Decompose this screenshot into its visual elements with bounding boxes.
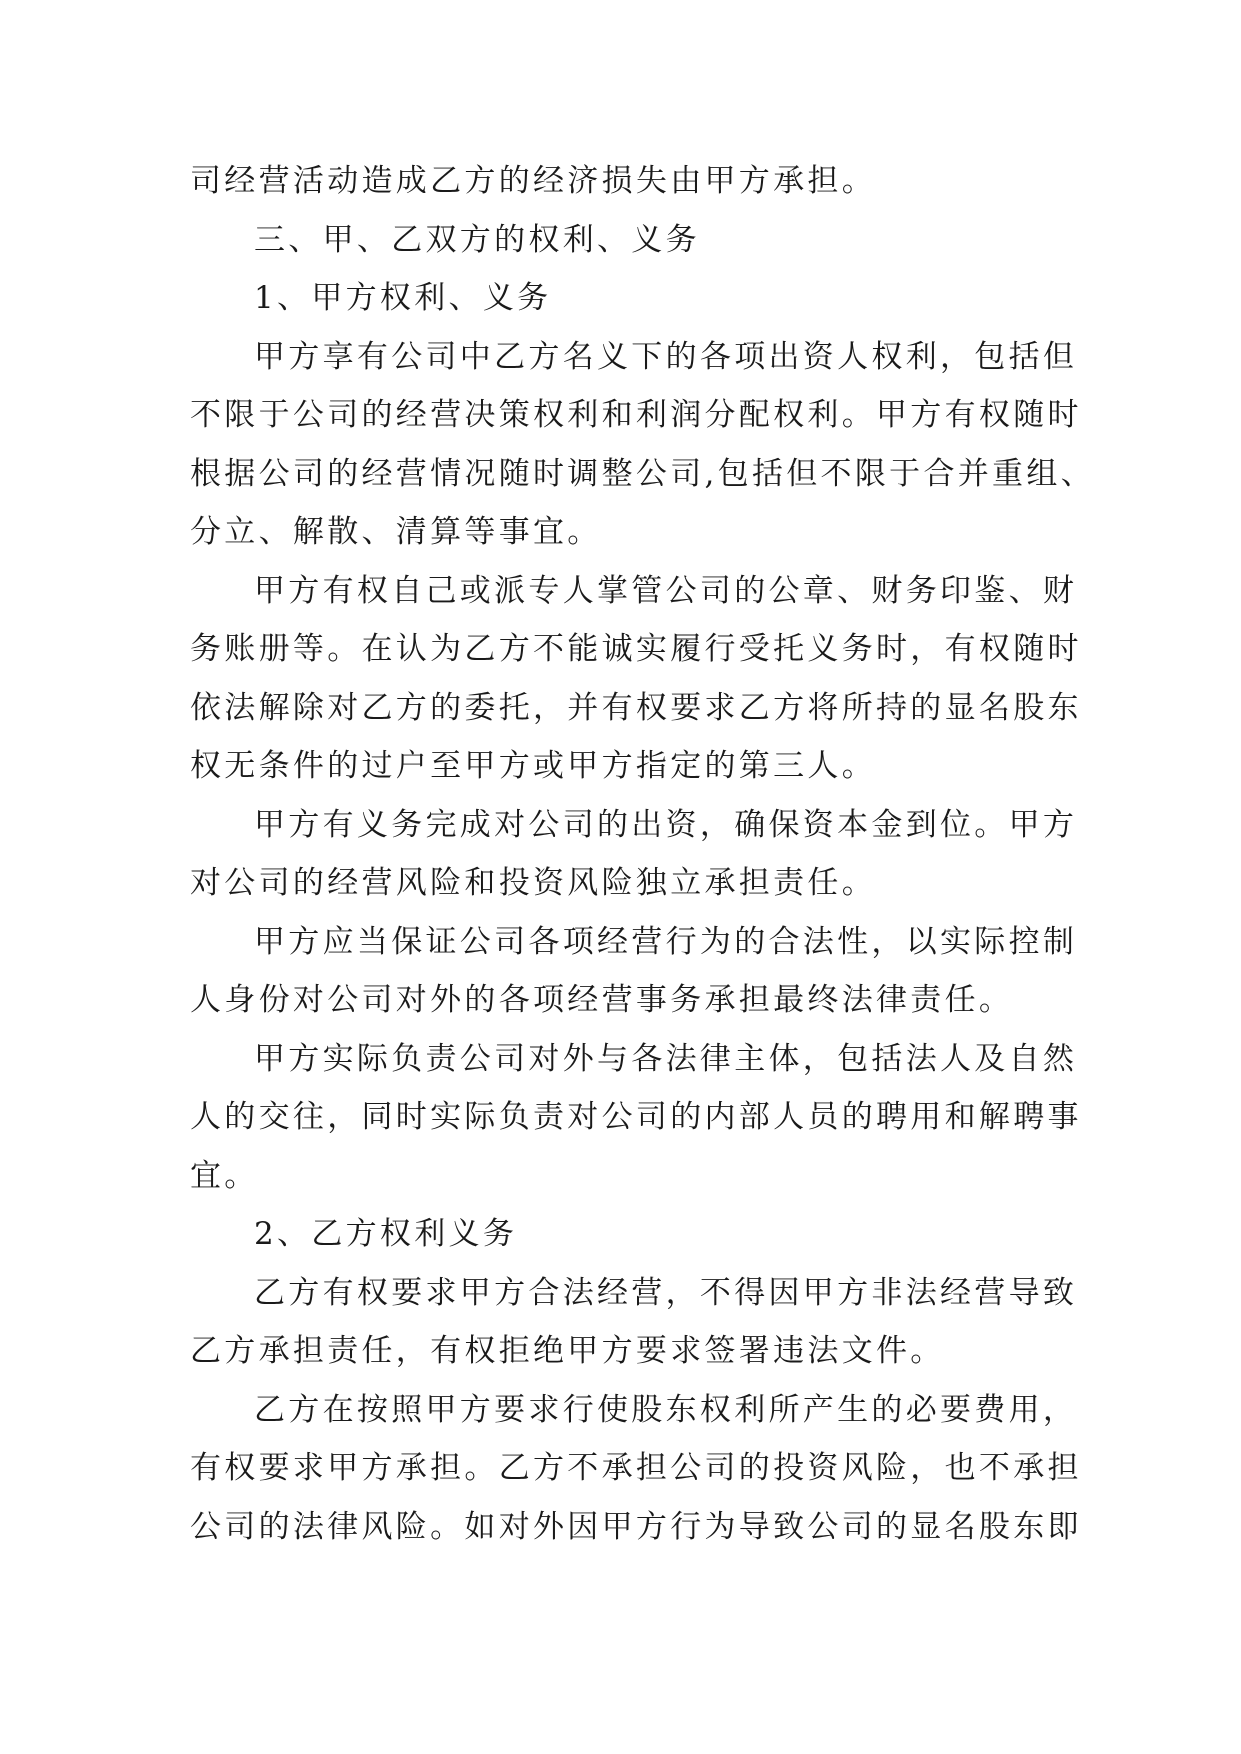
text-line: 甲方有权自己或派专人掌管公司的公章、财务印鉴、财 [254, 572, 1078, 609]
text-line: 有权要求甲方承担。乙方不承担公司的投资风险，也不承担 [190, 1450, 1082, 1486]
text-line: 1、甲方权利、义务 [254, 280, 552, 316]
text-line: 三、甲、乙双方的权利、义务 [254, 221, 700, 258]
text-line: 公司的法律风险。如对外因甲方行为导致公司的显名股东即 [190, 1508, 1082, 1545]
text-line: 2、乙方权利义务 [254, 1216, 518, 1252]
text-line: 根据公司的经营情况随时调整公司,包括但不限于合并重组、 [190, 455, 1095, 492]
text-line: 乙方承担责任，有权拒绝甲方要求签署违法文件。 [190, 1333, 945, 1369]
text-line: 甲方实际负责公司对外与各法律主体，包括法人及自然 [254, 1040, 1078, 1077]
text-line: 甲方应当保证公司各项经营行为的合法性，以实际控制 [254, 923, 1078, 960]
text-line: 不限于公司的经营决策权利和利润分配权利。甲方有权随时 [190, 397, 1082, 433]
text-line: 宜。 [190, 1157, 259, 1194]
text-line: 甲方享有公司中乙方名义下的各项出资人权利，包括但 [254, 338, 1078, 375]
text-line: 司经营活动造成乙方的经济损失由甲方承担。 [190, 163, 876, 199]
text-line: 依法解除对乙方的委托，并有权要求乙方将所持的显名股东 [190, 689, 1082, 726]
text-line: 人的交往，同时实际负责对公司的内部人员的聘用和解聘事 [190, 1099, 1082, 1135]
text-line: 乙方在按照甲方要求行使股东权利所产生的必要费用， [254, 1391, 1078, 1428]
text-line: 人身份对公司对外的各项经营事务承担最终法律责任。 [190, 982, 1014, 1018]
text-line: 乙方有权要求甲方合法经营，不得因甲方非法经营导致 [254, 1274, 1078, 1311]
text-line: 务账册等。在认为乙方不能诚实履行受托义务时，有权随时 [190, 631, 1082, 667]
text-line: 权无条件的过户至甲方或甲方指定的第三人。 [190, 748, 876, 784]
text-line: 甲方有义务完成对公司的出资，确保资本金到位。甲方 [254, 806, 1078, 843]
text-line: 分立、解散、清算等事宜。 [190, 514, 602, 550]
document-body [190, 152, 1095, 1556]
text-line: 对公司的经营风险和投资风险独立承担责任。 [190, 865, 876, 901]
